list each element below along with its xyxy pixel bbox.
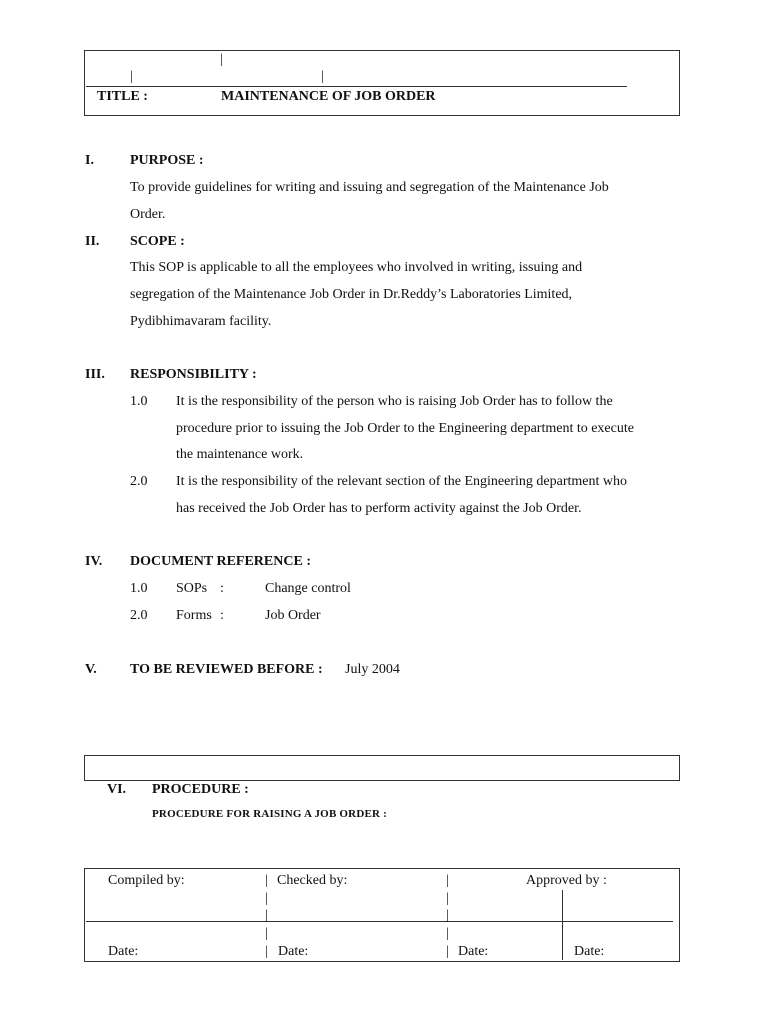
reference-separator: : xyxy=(220,608,224,623)
footer-separator: | xyxy=(265,944,268,959)
footer-separator: | xyxy=(265,908,268,923)
footer-separator: | xyxy=(446,873,449,888)
section-number: VI. xyxy=(107,782,127,797)
body-text: Pydibhimavaram facility. xyxy=(130,314,272,329)
section-divider-box xyxy=(84,755,680,781)
review-date: July 2004 xyxy=(345,662,400,677)
section-number: III. xyxy=(85,367,105,382)
checked-by-label: Checked by: xyxy=(277,873,348,888)
body-text: the maintenance work. xyxy=(176,447,304,462)
reference-value: Job Order xyxy=(265,608,321,623)
section-heading-scope: SCOPE : xyxy=(130,234,185,249)
body-text: It is the responsibility of the person who is raising Job Order has to follow the xyxy=(176,394,613,409)
footer-separator: | xyxy=(446,891,449,906)
body-text: procedure prior to issuing the Job Order to the Engineering department to execute xyxy=(176,421,634,436)
section-number: I. xyxy=(85,153,94,168)
compiled-by-label: Compiled by: xyxy=(108,873,185,888)
date-label: Date: xyxy=(574,944,605,959)
page-title: MAINTENANCE OF JOB ORDER xyxy=(221,89,436,104)
date-label: Date: xyxy=(278,944,309,959)
footer-separator: | xyxy=(446,944,449,959)
body-text: It is the responsibility of the relevant section of the Engineering department who xyxy=(176,474,627,489)
item-number: 1.0 xyxy=(130,581,148,596)
reference-value: Change control xyxy=(265,581,351,596)
header-box xyxy=(84,50,680,116)
reference-type: SOPs xyxy=(176,581,208,596)
date-label: Date: xyxy=(458,944,489,959)
procedure-subheading: PROCEDURE FOR RAISING A JOB ORDER : xyxy=(152,808,387,820)
item-number: 2.0 xyxy=(130,474,148,489)
header-separator: | xyxy=(321,69,324,84)
section-heading-review: TO BE REVIEWED BEFORE : xyxy=(130,662,323,677)
body-text: has received the Job Order has to perform activity against the Job Order. xyxy=(176,501,582,516)
body-text: This SOP is applicable to all the employees who involved in writing, issuing and xyxy=(130,260,583,275)
approved-by-label: Approved by : xyxy=(526,873,607,888)
body-text: Order. xyxy=(130,207,166,222)
header-separator: | xyxy=(130,69,133,84)
footer-separator: | xyxy=(265,926,268,941)
footer-separator: | xyxy=(265,873,268,888)
section-heading-procedure: PROCEDURE : xyxy=(152,782,249,797)
header-separator: | xyxy=(220,52,223,67)
reference-separator: : xyxy=(220,581,224,596)
date-label: Date: xyxy=(108,944,139,959)
title-label: TITLE : xyxy=(97,89,148,104)
signature-column-divider xyxy=(562,922,563,960)
body-text: segregation of the Maintenance Job Order in Dr.Reddy’s Laboratories Limited, xyxy=(130,287,573,302)
item-number: 1.0 xyxy=(130,394,148,409)
reference-type: Forms xyxy=(176,608,212,623)
body-text: To provide guidelines for writing and issuing and segregation of the Maintenance Job xyxy=(130,180,609,195)
section-heading-purpose: PURPOSE : xyxy=(130,153,204,168)
footer-separator: | xyxy=(446,926,449,941)
section-heading-responsibility: RESPONSIBILITY : xyxy=(130,367,257,382)
section-number: II. xyxy=(85,234,100,249)
footer-separator: | xyxy=(265,891,268,906)
section-heading-doc-reference: DOCUMENT REFERENCE : xyxy=(130,554,311,569)
header-underline xyxy=(86,86,627,87)
section-number: IV. xyxy=(85,554,103,569)
item-number: 2.0 xyxy=(130,608,148,623)
section-number: V. xyxy=(85,662,97,677)
signature-column-divider xyxy=(562,890,563,921)
footer-separator: | xyxy=(446,908,449,923)
signature-divider xyxy=(86,921,673,922)
